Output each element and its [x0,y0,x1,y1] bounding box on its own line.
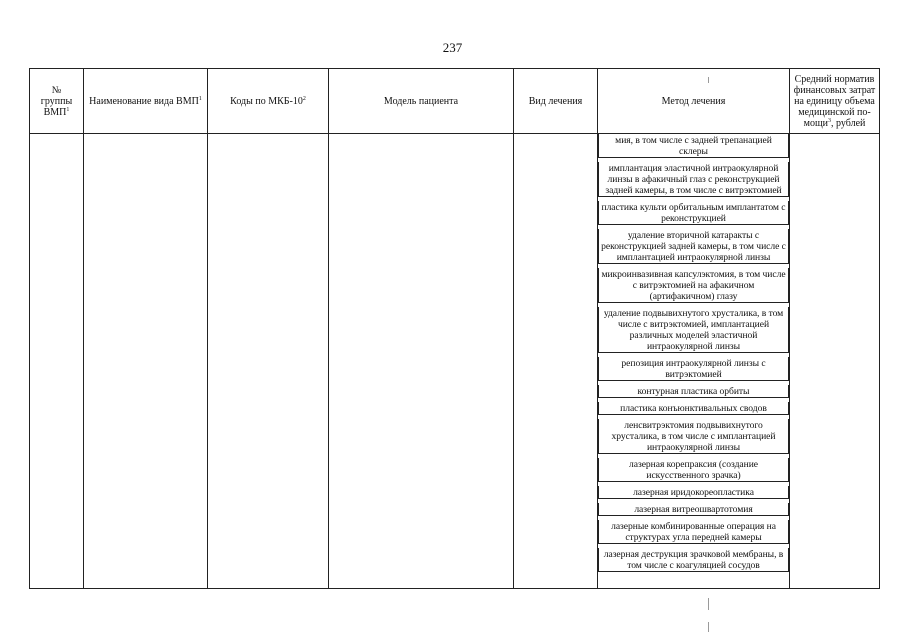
footnote-mark: 2 [302,95,306,102]
method-item: удаление подвывихнутого хрусталика, в том числе с витрэктомией, имплантацией различных моделей эластичной интраокулярной линзы [598,307,789,353]
footnote-mark: 1 [198,95,202,102]
body-row [30,134,880,589]
method-item: лазерная деструкция зрачковой мембраны, в том числе с коагуляцией сосудов [598,548,789,572]
vmp-table [29,68,880,589]
scan-artifact [708,77,709,83]
header-num-line2: группы [40,95,73,107]
method-item: имплантация эластичной интраокулярной линзы в афакичный глаз с реконструкцией задней камеры, в том числе с витрэктомией [598,162,789,197]
footnote-mark: 3 [828,117,832,124]
method-item: лазерная витреошвартотомия [598,503,789,516]
method-item: пластика конъюнктивальных сводов [598,402,789,415]
method-item: лазерная корепраксия (создание искусственного зрачка) [598,458,789,482]
method-item: лазерная иридокореопластика [598,486,789,499]
method-item: микроинвазивная капсулэктомия, в том числе с витрэктомией на афакичном (артифакичном) глазу [598,268,789,303]
scan-artifact [708,622,709,632]
method-item: пластика культи орбитальным имплантатом с реконструкцией [598,201,789,225]
page-number: 237 [442,40,463,55]
header-group-number [30,69,84,134]
cell-patient-model [329,134,514,589]
cell-vmp-name [84,134,208,589]
header-num-line3: ВМП [43,106,67,118]
header-patient-model: Модель пациента [329,69,514,134]
cell-group-number [30,134,84,589]
header-vmp-name: Наименование вида ВМП$^1$ [84,69,208,134]
header-row [30,69,880,134]
method-item: контурная пластика орбиты [598,385,789,398]
scan-artifact [708,598,709,610]
header-num-line1: № [51,84,62,96]
cell-icd-codes [208,134,329,589]
method-item: лазерные комбинированные операция на структурах угла передней камеры [598,520,789,544]
header-treatment-method: Метод лечения [598,69,790,134]
method-item: удаление вторичной катаракты с реконструкцией задней камеры, в том числе с имплантацией интраокулярной линзы [598,229,789,264]
cell-treatment-methods [598,134,790,589]
method-item: мия, в том числе с задней трепанацией склеры [598,134,789,158]
method-item: ленсвитрэктомия подвывихнутого хрусталика, в том числе с имплантацией интраокулярной линзы [598,419,789,454]
header-icd-codes: Коды по МКБ-$10^2$ [208,69,329,134]
header-average-cost: Средний норматив финансовых затрат на единицу объема медицинской по- мощи$^3$, рублей [790,69,880,134]
method-item: репозиция интраокулярной линзы с витрэктомией [598,357,789,381]
footnote-mark: 1 [66,106,70,113]
cell-average-cost [790,134,880,589]
cell-treatment-type [514,134,598,589]
header-treatment-type: Вид лечения [514,69,598,134]
